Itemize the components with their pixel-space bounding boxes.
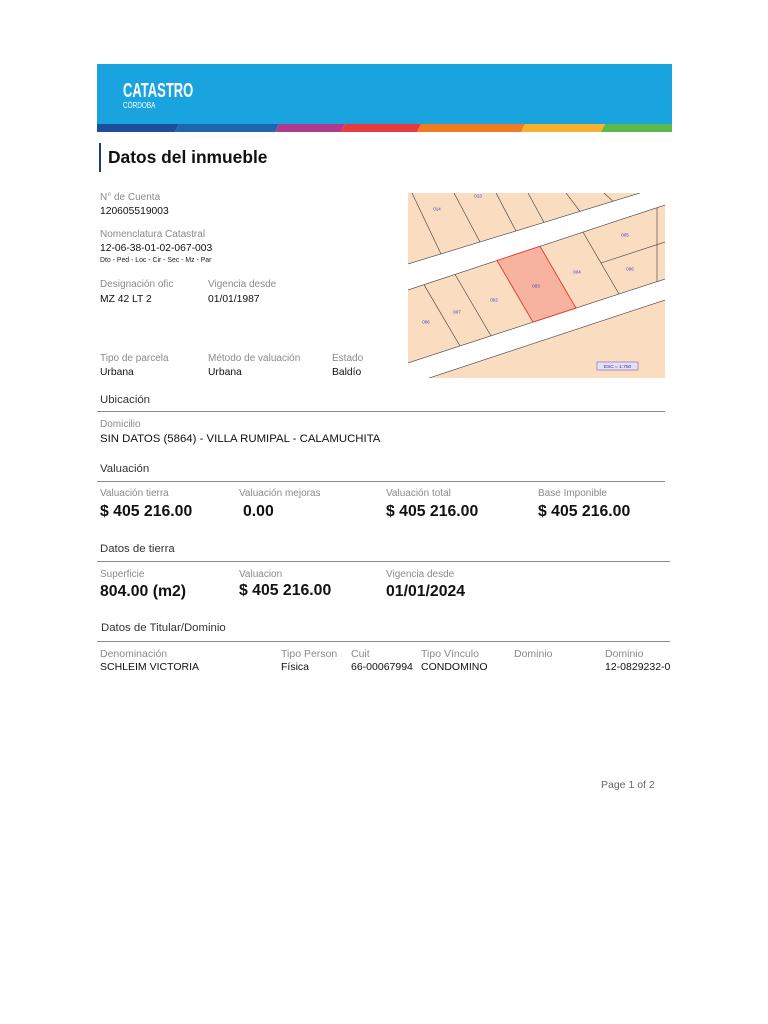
column-header-tipo-vinculo: Tipo Vínculo — [421, 647, 479, 660]
domicilio-value: SIN DATOS (5864) - VILLA RUMIPAL - CALAMUCHITA — [100, 433, 381, 445]
stripe-segment — [601, 124, 672, 132]
parcel-label: 014 — [433, 206, 441, 212]
stripe-segment — [97, 124, 179, 132]
column-header-dominio: Dominio — [514, 647, 553, 660]
column-header-denominacion: Denominación — [100, 647, 168, 660]
brand-logo-text: CATASTRO — [123, 80, 194, 102]
table-cell-tipo-persona: Física — [281, 661, 310, 672]
valuacion-total-label: Valuación total — [386, 487, 451, 499]
section-divider — [97, 561, 670, 563]
table-cell-cuit: 66-00067994 — [351, 661, 413, 672]
domicilio-label: Domicilio — [100, 418, 141, 430]
stripe-segment — [417, 124, 525, 132]
title-accent-bar — [99, 143, 101, 172]
valuacion-tierra-value: $ 405 216.00 — [100, 502, 193, 520]
estado-value: Baldío — [332, 366, 362, 378]
tipo-parcela-value: Urbana — [100, 366, 134, 378]
parcel-label: 006 — [626, 266, 634, 272]
cuenta-value: 120605519003 — [100, 205, 169, 217]
vigencia-value: 01/01/1987 — [208, 293, 260, 305]
nomenclatura-label: Nomenclatura Catastral — [100, 228, 206, 240]
brand-subtitle: CÓRDOBA — [123, 101, 156, 110]
base-imponible-label: Base Imponible — [538, 487, 607, 499]
estado-label: Estado — [332, 352, 364, 364]
designacion-value: MZ 42 LT 2 — [100, 293, 152, 305]
parcel-label: 002 — [490, 297, 498, 303]
tipo-parcela-label: Tipo de parcela — [100, 352, 169, 364]
metodo-valuacion-label: Método de valuación — [208, 352, 301, 364]
table-cell-denominacion: SCHLEIM VICTORIA — [100, 661, 199, 672]
parcel-label: 004 — [573, 269, 581, 275]
vigencia-label: Vigencia desde — [208, 278, 277, 290]
scale-text: ESC = 1:750 — [603, 364, 632, 370]
superficie-label: Superficie — [100, 568, 145, 580]
page-title: Datos del inmueble — [108, 147, 268, 167]
stripe-segment — [521, 124, 605, 132]
tierra-vigencia-label: Vigencia desde — [386, 568, 455, 580]
parcel-label: 006 — [422, 319, 430, 325]
column-header-dominio: Dominio — [605, 647, 644, 660]
parcel-label: 003 — [532, 283, 540, 289]
stripe-segment — [275, 124, 345, 132]
section-divider — [97, 481, 665, 483]
tierra-vigencia-value: 01/01/2024 — [386, 582, 466, 600]
column-header-tipo-persona: Tipo Person — [281, 647, 338, 660]
valuacion-total-value: $ 405 216.00 — [386, 502, 479, 520]
page-number: Page 1 of 2 — [601, 778, 655, 791]
ubicacion-heading: Ubicación — [100, 394, 151, 406]
section-divider — [97, 411, 665, 413]
parcel-label: 005 — [621, 232, 629, 238]
cadastral-map — [408, 193, 665, 378]
table-cell-dominio: 12-0829232-0 — [605, 661, 671, 672]
base-imponible-value: $ 405 216.00 — [538, 502, 631, 520]
valuacion-tierra-label: Valuación tierra — [100, 487, 169, 499]
superficie-value: 804.00 (m2) — [100, 582, 187, 600]
stripe-segment — [175, 124, 279, 132]
header-color-stripe — [97, 124, 672, 132]
metodo-valuacion-value: Urbana — [208, 366, 242, 378]
table-cell-tipo-vinculo: CONDOMINO — [421, 661, 488, 672]
valuacion-heading: Valuación — [100, 463, 150, 475]
section-divider — [97, 641, 670, 643]
stripe-segment — [341, 124, 421, 132]
parcel-label: 007 — [453, 309, 461, 315]
valuacion-mejoras-label: Valuación mejoras — [239, 487, 321, 499]
parcel-label: 013 — [474, 193, 482, 199]
column-header-cuit: Cuit — [351, 647, 370, 660]
tierra-valuacion-label: Valuacion — [239, 568, 283, 580]
titular-heading: Datos de Titular/Dominio — [101, 622, 226, 634]
nomenclatura-value: 12-06-38-01-02-067-003 — [100, 242, 213, 254]
tierra-valuacion-value: $ 405 216.00 — [239, 581, 332, 599]
cuenta-label: N° de Cuenta — [100, 191, 161, 203]
valuacion-mejoras-value: 0.00 — [243, 502, 274, 520]
designacion-label: Designación ofic — [100, 278, 174, 290]
tierra-heading: Datos de tierra — [100, 543, 175, 555]
nomenclatura-caption: Dto - Ped - Loc - Cir - Sec - Mz - Par — [100, 257, 212, 265]
